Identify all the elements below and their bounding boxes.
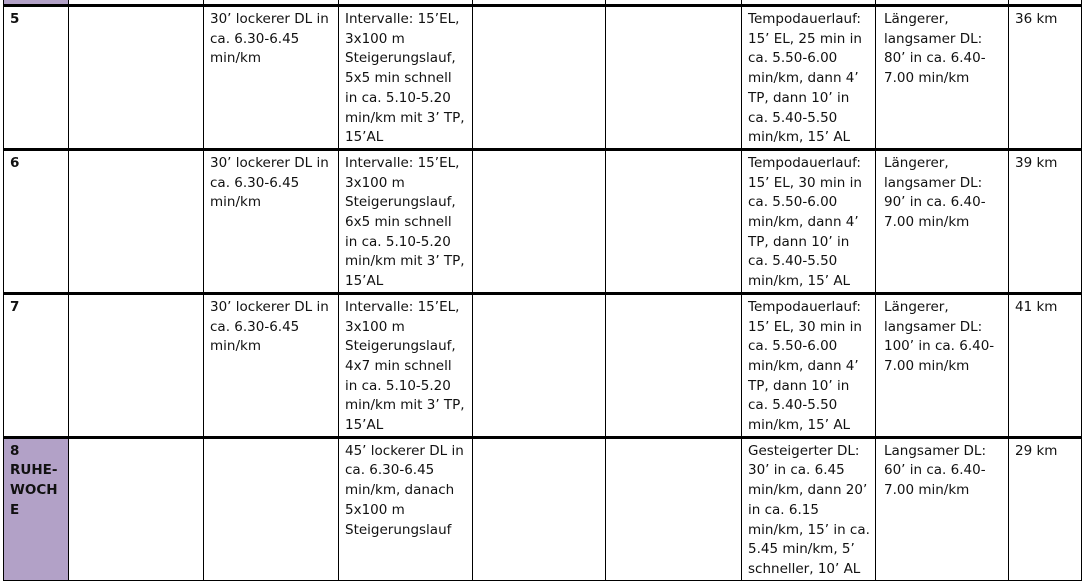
weekly-km-cell: 36 km — [1009, 6, 1082, 150]
weekly-km-cell: 39 km — [1009, 149, 1082, 293]
week-number-cell: 5 — [4, 6, 69, 150]
week-row-5 — [4, 6, 1082, 150]
interval-cell: Intervalle: 15’EL, 3x100 m Steigerungslauf, 6x5 min schnell in ca. 5.10-5.20 min/km mit 3’ TP, 15’AL — [339, 149, 473, 293]
weekly-km-cell: 41 km — [1009, 293, 1082, 437]
long-run-cell: Längerer, langsamer DL: 100’ in ca. 6.40-7.00 min/km — [876, 293, 1009, 437]
week-number-cell: 6 — [4, 149, 69, 293]
interval-cell: Intervalle: 15’EL, 3x100 m Steigerungslauf, 4x7 min schnell in ca. 5.10-5.20 min/km mit 3’ TP, 15’AL — [339, 293, 473, 437]
day-cell-empty — [473, 6, 606, 150]
day-cell-empty — [69, 149, 204, 293]
day-cell-empty — [69, 6, 204, 150]
long-run-cell: Langsamer DL: 60’ in ca. 6.40-7.00 min/km — [876, 437, 1009, 580]
weekly-km-cell: 29 km — [1009, 437, 1082, 580]
long-run-cell: Längerer, langsamer DL: 80’ in ca. 6.40-7.00 min/km — [876, 6, 1009, 150]
tempo-run-cell: Tempodauerlauf: 15’ EL, 30 min in ca. 5.50-6.00 min/km, dann 4’ TP, dann 10’ in ca. 5.40-5.50 min/km, 15’ AL — [742, 149, 876, 293]
day-cell-empty — [473, 149, 606, 293]
day-cell-empty — [606, 6, 742, 150]
day-cell-empty — [606, 293, 742, 437]
progressive-run-cell: Gesteigerter DL: 30’ in ca. 6.45 min/km, dann 20’ in ca. 6.15 min/km, 15’ in ca. 5.45 min/km, 5’ schneller, 10’ AL — [742, 437, 876, 580]
easy-run-cell: 30’ lockerer DL in ca. 6.30-6.45 min/km — [204, 149, 339, 293]
tempo-run-cell: Tempodauerlauf: 15’ EL, 30 min in ca. 5.50-6.00 min/km, dann 4’ TP, dann 10’ in ca. 5.40-5.50 min/km, 15’ AL — [742, 293, 876, 437]
interval-cell: Intervalle: 15’EL, 3x100 m Steigerungslauf, 5x5 min schnell in ca. 5.10-5.20 min/km mit 3’ TP, 15’AL — [339, 6, 473, 150]
day-cell-empty — [473, 293, 606, 437]
day-cell-empty — [606, 149, 742, 293]
tempo-run-cell: Tempodauerlauf: 15’ EL, 25 min in ca. 5.50-6.00 min/km, dann 4’ TP, dann 10’ in ca. 5.40-5.50 min/km, 15’ AL — [742, 6, 876, 150]
week-number-cell-rest-week: 8 RUHE-WOCH E — [4, 437, 69, 580]
easy-run-cell: 30’ lockerer DL in ca. 6.30-6.45 min/km — [204, 293, 339, 437]
training-plan-table — [3, 0, 1082, 581]
week-row-7 — [4, 293, 1082, 437]
day-cell-empty — [606, 437, 742, 580]
week-number-cell: 7 — [4, 293, 69, 437]
week-row-8-rest — [4, 437, 1082, 580]
easy-run-cell: 30’ lockerer DL in ca. 6.30-6.45 min/km — [204, 6, 339, 150]
week-row-6 — [4, 149, 1082, 293]
day-cell-empty — [204, 437, 339, 580]
easy-run-cell: 45’ lockerer DL in ca. 6.30-6.45 min/km, danach 5x100 m Steigerungslauf — [339, 437, 473, 580]
day-cell-empty — [69, 293, 204, 437]
day-cell-empty — [69, 437, 204, 580]
long-run-cell: Längerer, langsamer DL: 90’ in ca. 6.40-7.00 min/km — [876, 149, 1009, 293]
day-cell-empty — [473, 437, 606, 580]
